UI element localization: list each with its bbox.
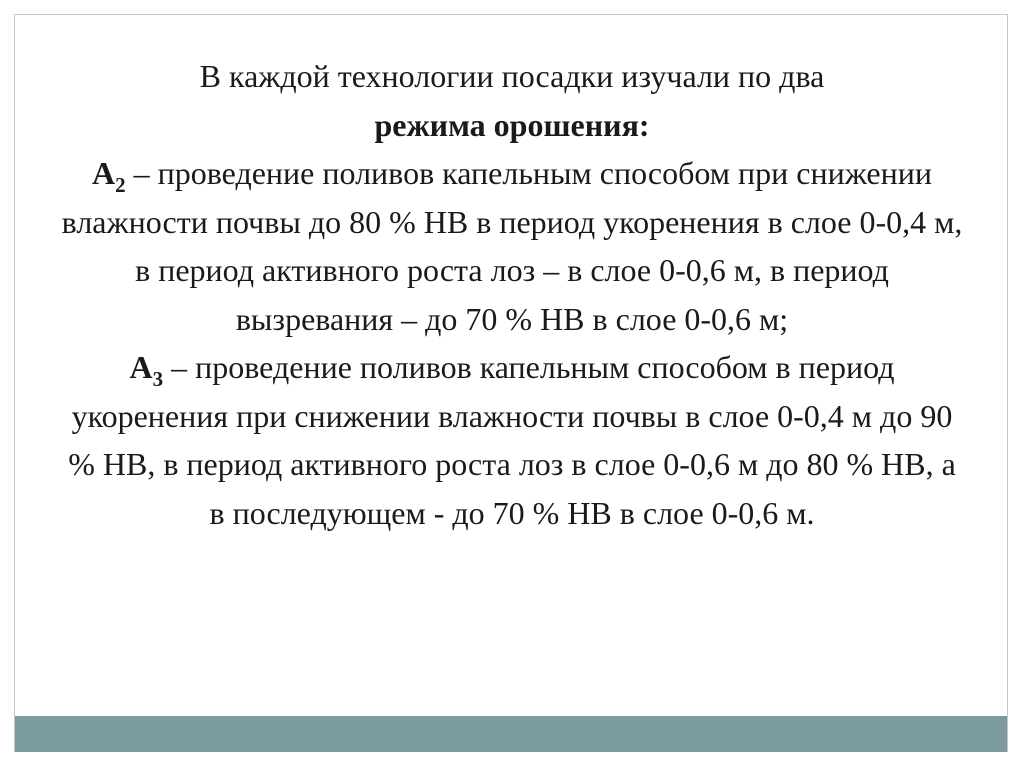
regime-a2-label (92, 155, 126, 197)
regime-a3-text: – проведение поливов капельным способом в период укоренения при снижении влажности почвы в слое 0-0,4 м до 90 % НВ, в период активного роста лоз в слое 0-0,6 м до 80 % НВ, а в последующем - до 70 % НВ в слое 0-0,6 м. (68, 349, 956, 531)
regime-a3-label (129, 349, 164, 391)
slide-content (60, 52, 964, 537)
intro-bold-heading: режима орошения: (374, 106, 650, 143)
regime-a2-paragraph (60, 149, 964, 343)
regime-a2-label-sub: 2 (115, 173, 126, 197)
regime-a2-text: – проведение поливов капельным способом при снижении влажности почвы до 80 % НВ в период укоренения в слое 0-0,4 м, в период активного роста лоз – в слое 0-0,6 м, в период вызревания – до 70 % НВ в слое 0-0,6 м; (61, 155, 963, 337)
regime-a3-label-sub: 3 (152, 367, 164, 391)
intro-line: В каждой технологии посадки изучали по два (199, 58, 825, 94)
regime-a3-label-main: А (129, 349, 153, 385)
regime-a2-label-main: А (92, 155, 116, 191)
regime-a3-paragraph (60, 343, 964, 537)
bottom-accent-bar (15, 716, 1007, 752)
